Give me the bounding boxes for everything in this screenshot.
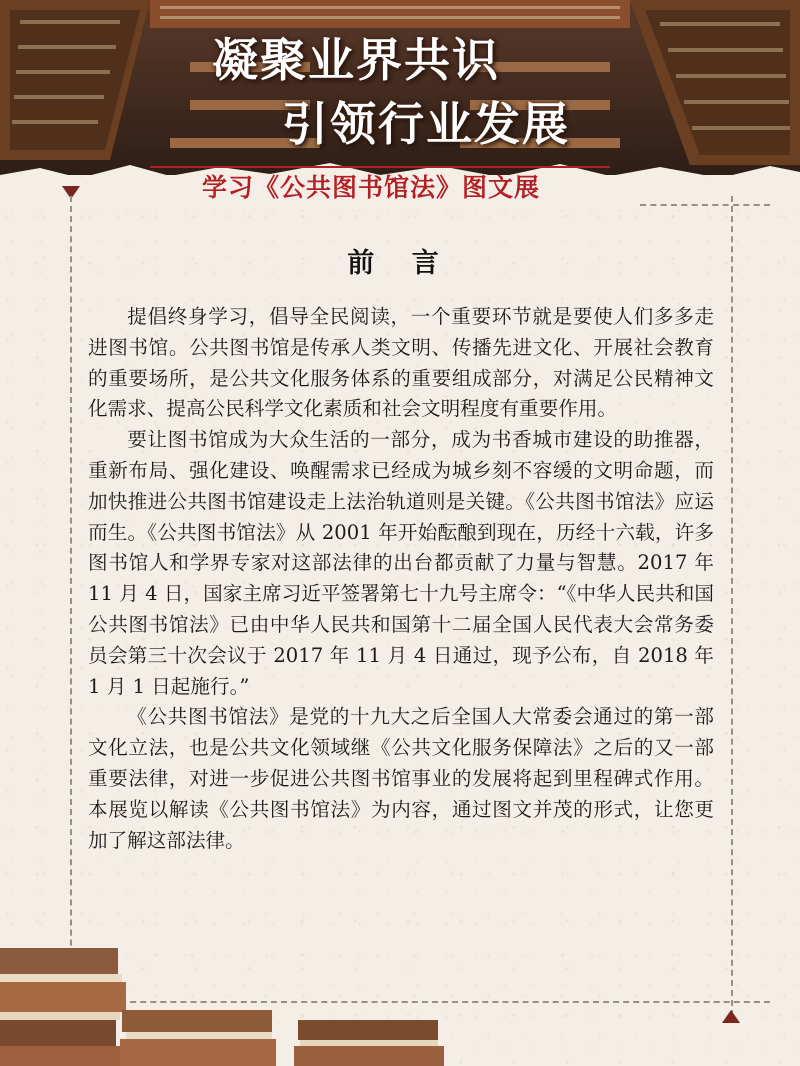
frame-top-border [640, 204, 770, 206]
paragraph-3: 《公共图书馆法》是党的十九大之后全国人大常委会通过的第一部文化立法，也是公共文化领域继《公共文化服务保障法》之后的又一部重要法律，对进一步促进公共图书馆事业的发展将起到里程碑式作用。本展览以解读《公共图书馆法》为内容，通过图文并茂的形式，让您更加了解这部法律。 [88, 705, 714, 852]
preface-body [88, 302, 714, 856]
page-heading: 前 言 [347, 248, 453, 279]
frame-right-border [731, 196, 733, 1016]
triangle-marker-bottom [722, 1010, 740, 1023]
paragraph-1: 提倡终身学习，倡导全民阅读，一个重要环节就是要使人们多多走进图书馆。公共图书馆是传承人类文明、传播先进文化、开展社会教育的重要场所，是公共文化服务体系的重要组成部分，对满足公民精神文化需求、提高公民科学文化素质和社会文明程度有重要作用。 [88, 305, 714, 421]
frame-left-border [70, 196, 72, 1016]
title-line-1: 凝聚业界共识 [212, 33, 500, 87]
paragraph-2: 要让图书馆成为大众生活的一部分，成为书香城市建设的助推器，重新布局、强化建设、唤醒需求已经成为城乡刻不容缓的文明命题，而加快推进公共图书馆建设走上法治轨道则是关键。《公共图书馆法》应运而生。《公共图书馆法》从 2001 年开始酝酿到现在，历经十六载，许多图书馆人和学界专家对这部法律的出台都贡献了力量与智慧。2017 年 11 月 4 日，国家主席习近平签署第七十九号主席令：“《中华人民共和国公共图书馆法》已由中华人民共和国第十二届全国人民代表大会常务委员会第三十次会议于 2017 年 11 月 4 日通过，现予公布，自 2018 年 1 月 1 日起施行。” [88, 428, 714, 698]
subtitle: 学习《公共图书馆法》图文展 [202, 173, 541, 202]
book-stack-illustration [0, 930, 460, 1066]
title-line-2: 引领行业发展 [282, 97, 570, 151]
